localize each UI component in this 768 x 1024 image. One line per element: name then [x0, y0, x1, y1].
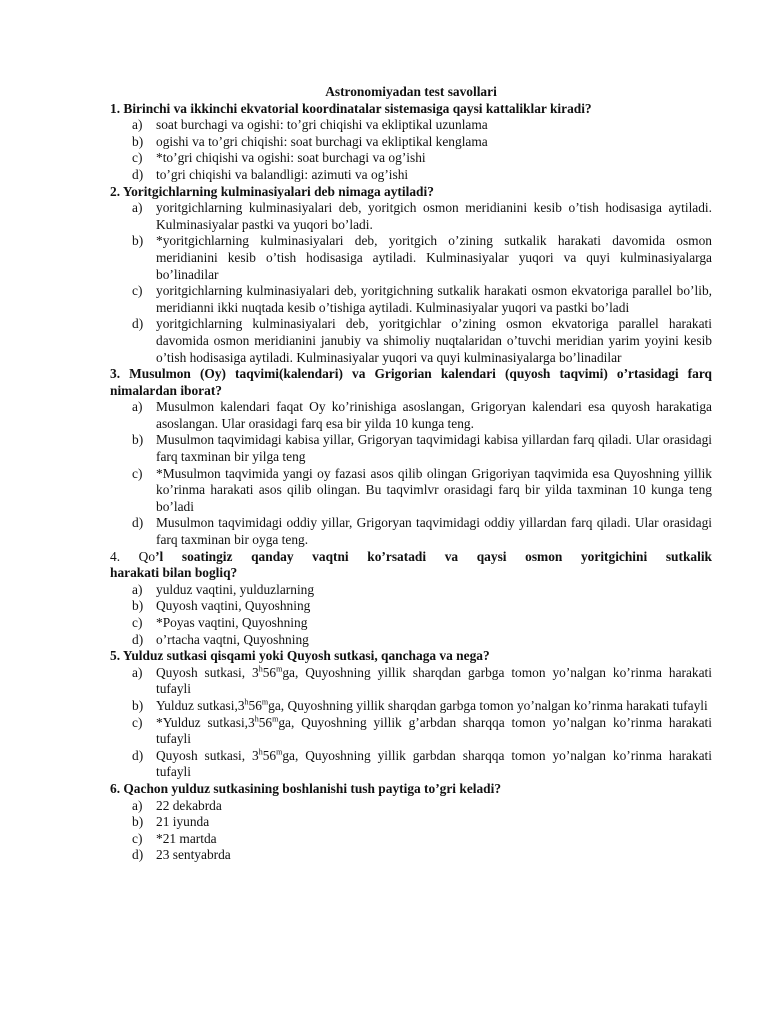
option-text-post: ga, Quyoshning yillik garbdan sharqqa tomon yo’nalgan ko’rinma harakati tufayli	[156, 747, 712, 780]
question-3-options	[110, 399, 712, 548]
question-4	[110, 549, 712, 566]
question-4-line1-end: yoritgichini sutkalik	[580, 548, 712, 564]
option-letter: b)	[132, 598, 144, 614]
option-letter: a)	[132, 117, 143, 133]
option-letter: c)	[132, 465, 143, 481]
question-5-option-c	[110, 715, 712, 748]
option-text-mid: 56	[248, 697, 262, 713]
option-letter: b)	[132, 814, 144, 830]
option-text: yulduz vaqtini, yulduzlarning	[156, 581, 315, 597]
question-2-option-a	[110, 200, 712, 233]
question-4-o-char: o	[148, 548, 156, 564]
option-text: Musulmon taqvimidagi kabisa yillar, Grigoryan taqvimidagi kabisa yillardan farq qiladi. Ular orasidagi farq taxminan bir yilga teng	[156, 432, 712, 465]
option-letter: d)	[132, 166, 144, 182]
option-letter: d)	[132, 847, 144, 863]
option-text: *yoritgichlarning kulminasiyalari deb, yoritgich o’zining sutkalik harakati davomida osmon meridianini kesib o’tish hodisasiga aytiladi. Kulminasiyalar yuqori va quyi kulminasiyalarga bo’linadilar	[156, 233, 712, 282]
option-letter: d)	[132, 515, 144, 531]
question-6: 6. Qachon yulduz sutkasining boshlanishi tush paytiga to’gri keladi?	[110, 780, 502, 796]
option-letter: c)	[132, 283, 143, 299]
option-text: to’gri chiqishi va balandligi: azimuti va og’ishi	[156, 166, 409, 182]
question-6-options	[110, 798, 712, 864]
question-3-option-d	[110, 515, 712, 548]
option-text: *21 martda	[156, 830, 217, 846]
hours-superscript: h	[258, 664, 263, 674]
question-4-line2: harakati bilan bogliq?	[110, 565, 238, 581]
hours-superscript: h	[244, 697, 249, 707]
option-text-mid: 56	[262, 747, 277, 763]
option-letter: a)	[132, 664, 143, 680]
minutes-superscript: m	[276, 747, 283, 757]
minutes-superscript: m	[261, 697, 269, 707]
option-text-mid: 56	[258, 714, 273, 730]
question-1-option-a	[110, 117, 712, 134]
option-text: *to’gri chiqishi va ogishi: soat burchagi va og’ishi	[156, 150, 426, 166]
question-6-option-d	[110, 847, 712, 864]
option-text-pre: Quyosh sutkasi, 3	[156, 664, 259, 680]
option-text: o’rtacha vaqtni, Quyoshning	[156, 631, 309, 647]
option-text: Quyosh vaqtini, Quyoshning	[156, 598, 311, 614]
option-letter: b)	[132, 432, 144, 448]
option-letter: d)	[132, 316, 144, 332]
question-4-option-b	[110, 598, 712, 615]
question-2-options	[110, 200, 712, 366]
option-text-pre: Yulduz sutkasi,3	[156, 697, 245, 713]
option-letter: b)	[132, 233, 144, 249]
question-5-option-d	[110, 748, 712, 781]
option-text: *Musulmon taqvimida yangi oy fazasi asos qilib olingan Grigoriyan taqvimida esa Quyoshning yillik ko’rinma harakati asos qilib olingan. Bu taqvimlvr orasidagi farq bir yilda taxminan 10 kunga teng bo’ladi	[156, 465, 712, 514]
option-letter: c)	[132, 830, 143, 846]
question-6-option-a	[110, 798, 712, 815]
question-3: 3. Musulmon (Oy) taqvimi(kalendari) va Grigorian kalendari (quyosh taqvimi) o’rtasidagi farq nimalardan iborat?	[110, 366, 712, 398]
question-5-option-a	[110, 665, 712, 698]
question-1-option-d	[110, 167, 712, 184]
question-2-option-b	[110, 233, 712, 283]
question-4-option-d	[110, 632, 712, 649]
question-1-option-c	[110, 150, 712, 167]
option-text-post: ga, Quyoshning yillik sharqdan garbga tomon yo’nalgan ko’rinma harakati tufayli	[156, 664, 712, 697]
option-letter: c)	[132, 615, 143, 630]
minutes-superscript: m	[276, 664, 283, 674]
option-text-post: ga, Quyoshning yillik g’arbdan sharqqa tomon yo’nalgan ko’rinma harakati tufayli	[156, 714, 712, 747]
question-6-option-c	[110, 831, 712, 848]
hours-superscript: h	[258, 747, 263, 757]
option-text: 23 sentyabrda	[156, 847, 231, 863]
option-letter: b)	[132, 697, 144, 713]
question-3-option-c	[110, 466, 712, 516]
option-letter: a)	[132, 399, 143, 415]
question-5-options	[110, 665, 712, 781]
option-letter: d)	[132, 747, 144, 763]
option-text: yoritgichlarning kulminasiyalari deb, yoritgich osmon meridianini kesib o’tish hodisasiga aytiladi. Kulminasiyalar pastki va yuqori bo’ladi.	[156, 200, 712, 232]
option-letter: a)	[132, 200, 143, 216]
option-letter: c)	[132, 150, 143, 166]
question-4-options	[110, 582, 712, 648]
option-letter: c)	[132, 714, 143, 730]
option-text: Musulmon kalendari faqat Oy ko’rinishiga asoslangan, Grigoryan kalendari esa quyosh harakatiga asoslangan. Ular orasidagi farq esa bir yilda 10 kunga teng.	[156, 399, 712, 431]
question-2: 2. Yoritgichlarning kulminasiyalari deb nimaga aytiladi?	[110, 183, 434, 199]
option-text: 22 dekabrda	[156, 797, 222, 813]
option-letter: b)	[132, 133, 144, 149]
option-text: *Poyas vaqtini, Quyoshning	[156, 615, 308, 630]
question-4-line1: ’l soatingiz qanday vaqtni ko’rsatadi va qaysi osmon	[155, 548, 563, 564]
question-2-option-d	[110, 316, 712, 366]
option-text-pre: Quyosh sutkasi, 3	[156, 747, 259, 763]
question-6-option-b	[110, 814, 712, 831]
question-2-option-c	[110, 283, 712, 316]
option-text-pre: *Yulduz sutkasi,3	[156, 714, 255, 730]
question-1-options	[110, 117, 712, 183]
minutes-superscript: m	[272, 714, 279, 724]
question-5: 5. Yulduz sutkasi qisqami yoki Quyosh sutkasi, qanchaga va nega?	[110, 648, 490, 664]
question-4-option-c	[110, 615, 712, 632]
option-text-post: ga, Quyoshning yillik sharqdan garbga tomon yo’nalgan ko’rinma harakati tufayli	[268, 697, 708, 713]
option-text: yoritgichlarning kulminasiyalari deb, yoritgichning sutkalik harakati osmon ekvatoriga parallel bo’lib, meridianni ikki nuqtada kesib o’tishiga aytiladi. Kulminasiyalar yuqori va pastki bo’ladi	[156, 283, 712, 315]
question-3-option-a	[110, 399, 712, 432]
question-1-option-b	[110, 134, 712, 151]
option-text: Musulmon taqvimidagi oddiy yillar, Grigoryan taqvimidagi oddiy yillardan farq qiladi. Ular orasidagi farq taxminan bir oyga teng.	[156, 515, 712, 548]
question-1: 1. Birinchi va ikkinchi ekvatorial koordinatalar sistemasiga qaysi kattaliklar kiradi?	[110, 100, 592, 116]
option-text-mid: 56	[262, 664, 277, 680]
question-5-option-b	[110, 698, 712, 715]
question-3-option-b	[110, 432, 712, 465]
option-text: yoritgichlarning kulminasiyalari deb, yoritgichlar o’zining osmon ekvatoriga parallel harakati davomida osmon meridianini janubiy va shimoliy nuqtalaridan o’tuvchi meridian yarim yoyini kesib o’tish hodisasiga aytiladi. Kulminasiyalar yuqori va quyi kulminasiyalarga bo’linadilar	[156, 316, 712, 365]
option-text: soat burchagi va ogishi: to’gri chiqishi va ekliptikal uzunlama	[156, 117, 488, 133]
question-4-number: 4. Q	[110, 548, 149, 564]
document-title: Astronomiyadan test savollari	[325, 84, 497, 99]
hours-superscript: h	[254, 714, 259, 724]
question-4-option-a	[110, 582, 712, 599]
option-text: ogishi va to’gri chiqishi: soat burchagi va ekliptikal kenglama	[156, 133, 488, 149]
option-letter: d)	[132, 631, 144, 647]
option-text: 21 iyunda	[156, 814, 210, 830]
option-letter: a)	[132, 797, 143, 813]
option-letter: a)	[132, 581, 143, 597]
